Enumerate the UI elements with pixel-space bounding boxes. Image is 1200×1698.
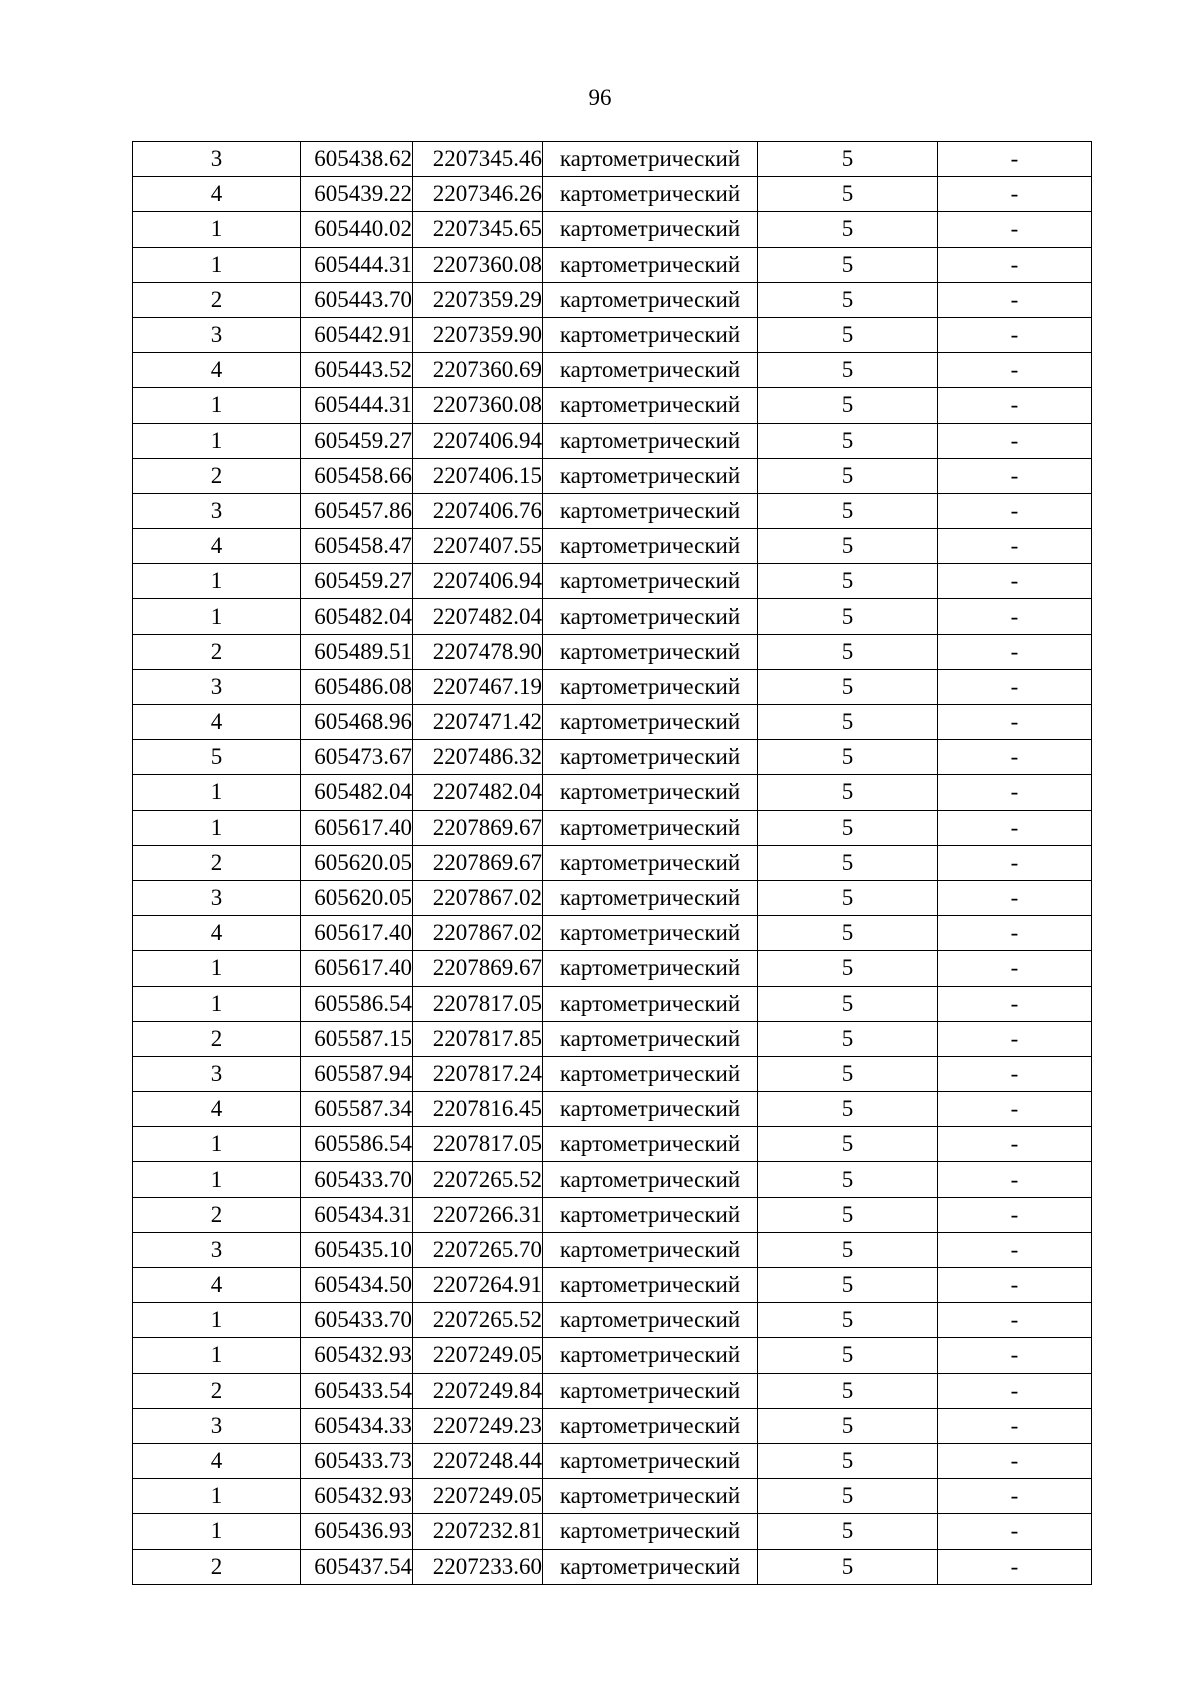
- point-number-cell: 1: [133, 564, 301, 599]
- accuracy-cell: 5: [758, 1021, 938, 1056]
- x-coordinate-cell: 605433.73: [301, 1443, 413, 1478]
- description-cell: -: [938, 1056, 1092, 1091]
- description-cell: -: [938, 423, 1092, 458]
- table-row: [133, 353, 1092, 388]
- point-number-cell: 4: [133, 1092, 301, 1127]
- x-coordinate-cell: 605473.67: [301, 740, 413, 775]
- description-cell: -: [938, 916, 1092, 951]
- accuracy-cell: 5: [758, 1197, 938, 1232]
- point-number-cell: 3: [133, 1408, 301, 1443]
- x-coordinate-cell: 605586.54: [301, 986, 413, 1021]
- point-number-cell: 1: [133, 423, 301, 458]
- method-cell: картометрический: [543, 1021, 758, 1056]
- y-coordinate-cell: 2207817.05: [413, 986, 543, 1021]
- point-number-cell: 1: [133, 986, 301, 1021]
- accuracy-cell: 5: [758, 916, 938, 951]
- table-row: [133, 845, 1092, 880]
- point-number-cell: 1: [133, 810, 301, 845]
- y-coordinate-cell: 2207482.04: [413, 599, 543, 634]
- table-row: [133, 986, 1092, 1021]
- method-cell: картометрический: [543, 177, 758, 212]
- x-coordinate-cell: 605458.47: [301, 529, 413, 564]
- description-cell: -: [938, 951, 1092, 986]
- accuracy-cell: 5: [758, 740, 938, 775]
- table-row: [133, 1127, 1092, 1162]
- method-cell: картометрический: [543, 986, 758, 1021]
- x-coordinate-cell: 605458.66: [301, 458, 413, 493]
- point-number-cell: 1: [133, 1303, 301, 1338]
- y-coordinate-cell: 2207406.15: [413, 458, 543, 493]
- accuracy-cell: 5: [758, 388, 938, 423]
- description-cell: -: [938, 669, 1092, 704]
- x-coordinate-cell: 605620.05: [301, 880, 413, 915]
- description-cell: -: [938, 810, 1092, 845]
- accuracy-cell: 5: [758, 423, 938, 458]
- method-cell: картометрический: [543, 1303, 758, 1338]
- x-coordinate-cell: 605482.04: [301, 599, 413, 634]
- accuracy-cell: 5: [758, 458, 938, 493]
- point-number-cell: 2: [133, 1197, 301, 1232]
- accuracy-cell: 5: [758, 986, 938, 1021]
- y-coordinate-cell: 2207360.69: [413, 353, 543, 388]
- x-coordinate-cell: 605443.70: [301, 282, 413, 317]
- accuracy-cell: 5: [758, 1549, 938, 1584]
- table-row: [133, 493, 1092, 528]
- x-coordinate-cell: 605489.51: [301, 634, 413, 669]
- x-coordinate-cell: 605433.70: [301, 1162, 413, 1197]
- point-number-cell: 2: [133, 845, 301, 880]
- table-row: [133, 775, 1092, 810]
- description-cell: -: [938, 1549, 1092, 1584]
- accuracy-cell: 5: [758, 845, 938, 880]
- table-row: [133, 669, 1092, 704]
- point-number-cell: 1: [133, 1338, 301, 1373]
- accuracy-cell: 5: [758, 669, 938, 704]
- x-coordinate-cell: 605438.62: [301, 142, 413, 177]
- y-coordinate-cell: 2207264.91: [413, 1268, 543, 1303]
- point-number-cell: 4: [133, 1443, 301, 1478]
- description-cell: -: [938, 177, 1092, 212]
- method-cell: картометрический: [543, 212, 758, 247]
- page-number: 96: [588, 85, 612, 110]
- point-number-cell: 1: [133, 599, 301, 634]
- table-row: [133, 1408, 1092, 1443]
- method-cell: картометрический: [543, 740, 758, 775]
- y-coordinate-cell: 2207407.55: [413, 529, 543, 564]
- table-row: [133, 916, 1092, 951]
- y-coordinate-cell: 2207467.19: [413, 669, 543, 704]
- method-cell: картометрический: [543, 880, 758, 915]
- table-row: [133, 388, 1092, 423]
- method-cell: картометрический: [543, 599, 758, 634]
- y-coordinate-cell: 2207817.85: [413, 1021, 543, 1056]
- method-cell: картометрический: [543, 951, 758, 986]
- y-coordinate-cell: 2207869.67: [413, 951, 543, 986]
- accuracy-cell: 5: [758, 493, 938, 528]
- method-cell: картометрический: [543, 1549, 758, 1584]
- x-coordinate-cell: 605457.86: [301, 493, 413, 528]
- x-coordinate-cell: 605444.31: [301, 247, 413, 282]
- point-number-cell: 2: [133, 458, 301, 493]
- description-cell: -: [938, 1268, 1092, 1303]
- x-coordinate-cell: 605433.70: [301, 1303, 413, 1338]
- y-coordinate-cell: 2207482.04: [413, 775, 543, 810]
- y-coordinate-cell: 2207232.81: [413, 1514, 543, 1549]
- x-coordinate-cell: 605435.10: [301, 1232, 413, 1267]
- method-cell: картометрический: [543, 775, 758, 810]
- method-cell: картометрический: [543, 1443, 758, 1478]
- point-number-cell: 3: [133, 1056, 301, 1091]
- y-coordinate-cell: 2207867.02: [413, 880, 543, 915]
- point-number-cell: 1: [133, 1514, 301, 1549]
- x-coordinate-cell: 605617.40: [301, 810, 413, 845]
- accuracy-cell: 5: [758, 951, 938, 986]
- accuracy-cell: 5: [758, 282, 938, 317]
- x-coordinate-cell: 605617.40: [301, 951, 413, 986]
- y-coordinate-cell: 2207249.84: [413, 1373, 543, 1408]
- method-cell: картометрический: [543, 1092, 758, 1127]
- table-row: [133, 423, 1092, 458]
- description-cell: -: [938, 1197, 1092, 1232]
- x-coordinate-cell: 605437.54: [301, 1549, 413, 1584]
- method-cell: картометрический: [543, 1338, 758, 1373]
- y-coordinate-cell: 2207359.29: [413, 282, 543, 317]
- point-number-cell: 2: [133, 282, 301, 317]
- x-coordinate-cell: 605586.54: [301, 1127, 413, 1162]
- x-coordinate-cell: 605434.50: [301, 1268, 413, 1303]
- table-row: [133, 1373, 1092, 1408]
- point-number-cell: 3: [133, 493, 301, 528]
- description-cell: -: [938, 493, 1092, 528]
- accuracy-cell: 5: [758, 1232, 938, 1267]
- table-row: [133, 1268, 1092, 1303]
- y-coordinate-cell: 2207869.67: [413, 845, 543, 880]
- table-row: [133, 458, 1092, 493]
- point-number-cell: 4: [133, 177, 301, 212]
- table-row: [133, 1056, 1092, 1091]
- accuracy-cell: 5: [758, 564, 938, 599]
- table-row: [133, 317, 1092, 352]
- method-cell: картометрический: [543, 1232, 758, 1267]
- y-coordinate-cell: 2207345.65: [413, 212, 543, 247]
- x-coordinate-cell: 605587.15: [301, 1021, 413, 1056]
- description-cell: -: [938, 529, 1092, 564]
- description-cell: -: [938, 880, 1092, 915]
- x-coordinate-cell: 605443.52: [301, 353, 413, 388]
- y-coordinate-cell: 2207360.08: [413, 388, 543, 423]
- method-cell: картометрический: [543, 1162, 758, 1197]
- point-number-cell: 1: [133, 212, 301, 247]
- table-row: [133, 705, 1092, 740]
- y-coordinate-cell: 2207266.31: [413, 1197, 543, 1232]
- table-row: [133, 634, 1092, 669]
- description-cell: -: [938, 845, 1092, 880]
- description-cell: -: [938, 1479, 1092, 1514]
- description-cell: -: [938, 1443, 1092, 1478]
- x-coordinate-cell: 605482.04: [301, 775, 413, 810]
- x-coordinate-cell: 605587.94: [301, 1056, 413, 1091]
- table-row: [133, 810, 1092, 845]
- y-coordinate-cell: 2207867.02: [413, 916, 543, 951]
- point-number-cell: 2: [133, 1373, 301, 1408]
- method-cell: картометрический: [543, 458, 758, 493]
- point-number-cell: 1: [133, 951, 301, 986]
- y-coordinate-cell: 2207265.52: [413, 1303, 543, 1338]
- method-cell: картометрический: [543, 1408, 758, 1443]
- method-cell: картометрический: [543, 388, 758, 423]
- description-cell: -: [938, 740, 1092, 775]
- table-row: [133, 1479, 1092, 1514]
- method-cell: картометрический: [543, 669, 758, 704]
- y-coordinate-cell: 2207248.44: [413, 1443, 543, 1478]
- description-cell: -: [938, 1373, 1092, 1408]
- y-coordinate-cell: 2207471.42: [413, 705, 543, 740]
- x-coordinate-cell: 605459.27: [301, 423, 413, 458]
- point-number-cell: 2: [133, 1021, 301, 1056]
- table-row: [133, 599, 1092, 634]
- description-cell: -: [938, 634, 1092, 669]
- accuracy-cell: 5: [758, 1092, 938, 1127]
- description-cell: -: [938, 599, 1092, 634]
- table-row: [133, 1549, 1092, 1584]
- point-number-cell: 1: [133, 1162, 301, 1197]
- accuracy-cell: 5: [758, 247, 938, 282]
- table-row: [133, 1197, 1092, 1232]
- coordinates-table: [132, 141, 1092, 1585]
- method-cell: картометрический: [543, 1268, 758, 1303]
- accuracy-cell: 5: [758, 1443, 938, 1478]
- accuracy-cell: 5: [758, 142, 938, 177]
- method-cell: картометрический: [543, 529, 758, 564]
- description-cell: -: [938, 1408, 1092, 1443]
- point-number-cell: 1: [133, 1479, 301, 1514]
- table-row: [133, 529, 1092, 564]
- description-cell: -: [938, 142, 1092, 177]
- description-cell: -: [938, 1021, 1092, 1056]
- y-coordinate-cell: 2207478.90: [413, 634, 543, 669]
- description-cell: -: [938, 1162, 1092, 1197]
- point-number-cell: 4: [133, 529, 301, 564]
- y-coordinate-cell: 2207249.23: [413, 1408, 543, 1443]
- table-row: [133, 1021, 1092, 1056]
- accuracy-cell: 5: [758, 353, 938, 388]
- table-row: [133, 1232, 1092, 1267]
- table-row: [133, 1514, 1092, 1549]
- method-cell: картометрический: [543, 353, 758, 388]
- method-cell: картометрический: [543, 1479, 758, 1514]
- point-number-cell: 1: [133, 247, 301, 282]
- y-coordinate-cell: 2207486.32: [413, 740, 543, 775]
- point-number-cell: 2: [133, 634, 301, 669]
- table-row: [133, 564, 1092, 599]
- y-coordinate-cell: 2207249.05: [413, 1338, 543, 1373]
- accuracy-cell: 5: [758, 1127, 938, 1162]
- accuracy-cell: 5: [758, 1408, 938, 1443]
- x-coordinate-cell: 605587.34: [301, 1092, 413, 1127]
- y-coordinate-cell: 2207265.70: [413, 1232, 543, 1267]
- accuracy-cell: 5: [758, 1268, 938, 1303]
- table-row: [133, 247, 1092, 282]
- point-number-cell: 1: [133, 775, 301, 810]
- method-cell: картометрический: [543, 282, 758, 317]
- accuracy-cell: 5: [758, 1338, 938, 1373]
- description-cell: -: [938, 247, 1092, 282]
- y-coordinate-cell: 2207265.52: [413, 1162, 543, 1197]
- point-number-cell: 3: [133, 142, 301, 177]
- accuracy-cell: 5: [758, 880, 938, 915]
- description-cell: -: [938, 317, 1092, 352]
- method-cell: картометрический: [543, 845, 758, 880]
- accuracy-cell: 5: [758, 1479, 938, 1514]
- table-row: [133, 740, 1092, 775]
- point-number-cell: 4: [133, 353, 301, 388]
- accuracy-cell: 5: [758, 1373, 938, 1408]
- accuracy-cell: 5: [758, 212, 938, 247]
- description-cell: -: [938, 564, 1092, 599]
- point-number-cell: 3: [133, 1232, 301, 1267]
- accuracy-cell: 5: [758, 634, 938, 669]
- point-number-cell: 2: [133, 1549, 301, 1584]
- method-cell: картометрический: [543, 1514, 758, 1549]
- x-coordinate-cell: 605486.08: [301, 669, 413, 704]
- point-number-cell: 4: [133, 916, 301, 951]
- y-coordinate-cell: 2207249.05: [413, 1479, 543, 1514]
- y-coordinate-cell: 2207406.94: [413, 564, 543, 599]
- x-coordinate-cell: 605434.33: [301, 1408, 413, 1443]
- accuracy-cell: 5: [758, 810, 938, 845]
- y-coordinate-cell: 2207817.24: [413, 1056, 543, 1091]
- y-coordinate-cell: 2207359.90: [413, 317, 543, 352]
- description-cell: -: [938, 1303, 1092, 1338]
- description-cell: -: [938, 705, 1092, 740]
- x-coordinate-cell: 605440.02: [301, 212, 413, 247]
- x-coordinate-cell: 605432.93: [301, 1479, 413, 1514]
- x-coordinate-cell: 605439.22: [301, 177, 413, 212]
- description-cell: -: [938, 775, 1092, 810]
- method-cell: картометрический: [543, 142, 758, 177]
- description-cell: -: [938, 212, 1092, 247]
- x-coordinate-cell: 605434.31: [301, 1197, 413, 1232]
- table-row: [133, 1092, 1092, 1127]
- y-coordinate-cell: 2207406.76: [413, 493, 543, 528]
- description-cell: -: [938, 1514, 1092, 1549]
- point-number-cell: 3: [133, 880, 301, 915]
- point-number-cell: 3: [133, 317, 301, 352]
- method-cell: картометрический: [543, 564, 758, 599]
- x-coordinate-cell: 605444.31: [301, 388, 413, 423]
- point-number-cell: 1: [133, 388, 301, 423]
- table-row: [133, 1303, 1092, 1338]
- description-cell: -: [938, 986, 1092, 1021]
- y-coordinate-cell: 2207406.94: [413, 423, 543, 458]
- y-coordinate-cell: 2207869.67: [413, 810, 543, 845]
- description-cell: -: [938, 282, 1092, 317]
- method-cell: картометрический: [543, 634, 758, 669]
- accuracy-cell: 5: [758, 1056, 938, 1091]
- accuracy-cell: 5: [758, 317, 938, 352]
- point-number-cell: 3: [133, 669, 301, 704]
- y-coordinate-cell: 2207345.46: [413, 142, 543, 177]
- point-number-cell: 1: [133, 1127, 301, 1162]
- accuracy-cell: 5: [758, 599, 938, 634]
- method-cell: картометрический: [543, 423, 758, 458]
- method-cell: картометрический: [543, 1197, 758, 1232]
- x-coordinate-cell: 605442.91: [301, 317, 413, 352]
- method-cell: картометрический: [543, 1373, 758, 1408]
- table-row: [133, 177, 1092, 212]
- table-row: [133, 1443, 1092, 1478]
- x-coordinate-cell: 605468.96: [301, 705, 413, 740]
- description-cell: -: [938, 388, 1092, 423]
- method-cell: картометрический: [543, 1127, 758, 1162]
- method-cell: картометрический: [543, 705, 758, 740]
- y-coordinate-cell: 2207360.08: [413, 247, 543, 282]
- y-coordinate-cell: 2207346.26: [413, 177, 543, 212]
- accuracy-cell: 5: [758, 1514, 938, 1549]
- x-coordinate-cell: 605432.93: [301, 1338, 413, 1373]
- x-coordinate-cell: 605436.93: [301, 1514, 413, 1549]
- table-row: [133, 880, 1092, 915]
- method-cell: картометрический: [543, 1056, 758, 1091]
- y-coordinate-cell: 2207816.45: [413, 1092, 543, 1127]
- accuracy-cell: 5: [758, 1162, 938, 1197]
- table-row: [133, 1338, 1092, 1373]
- description-cell: -: [938, 1338, 1092, 1373]
- description-cell: -: [938, 1232, 1092, 1267]
- table-row: [133, 212, 1092, 247]
- accuracy-cell: 5: [758, 1303, 938, 1338]
- description-cell: -: [938, 353, 1092, 388]
- y-coordinate-cell: 2207817.05: [413, 1127, 543, 1162]
- method-cell: картометрический: [543, 810, 758, 845]
- table-row: [133, 1162, 1092, 1197]
- point-number-cell: 4: [133, 1268, 301, 1303]
- method-cell: картометрический: [543, 247, 758, 282]
- accuracy-cell: 5: [758, 705, 938, 740]
- method-cell: картометрический: [543, 916, 758, 951]
- accuracy-cell: 5: [758, 177, 938, 212]
- table-row: [133, 951, 1092, 986]
- method-cell: картометрический: [543, 493, 758, 528]
- accuracy-cell: 5: [758, 775, 938, 810]
- x-coordinate-cell: 605617.40: [301, 916, 413, 951]
- accuracy-cell: 5: [758, 529, 938, 564]
- point-number-cell: 5: [133, 740, 301, 775]
- x-coordinate-cell: 605433.54: [301, 1373, 413, 1408]
- y-coordinate-cell: 2207233.60: [413, 1549, 543, 1584]
- table-row: [133, 142, 1092, 177]
- description-cell: -: [938, 1092, 1092, 1127]
- coordinates-table-body: [133, 142, 1092, 1585]
- x-coordinate-cell: 605620.05: [301, 845, 413, 880]
- table-row: [133, 282, 1092, 317]
- method-cell: картометрический: [543, 317, 758, 352]
- description-cell: -: [938, 458, 1092, 493]
- description-cell: -: [938, 1127, 1092, 1162]
- x-coordinate-cell: 605459.27: [301, 564, 413, 599]
- point-number-cell: 4: [133, 705, 301, 740]
